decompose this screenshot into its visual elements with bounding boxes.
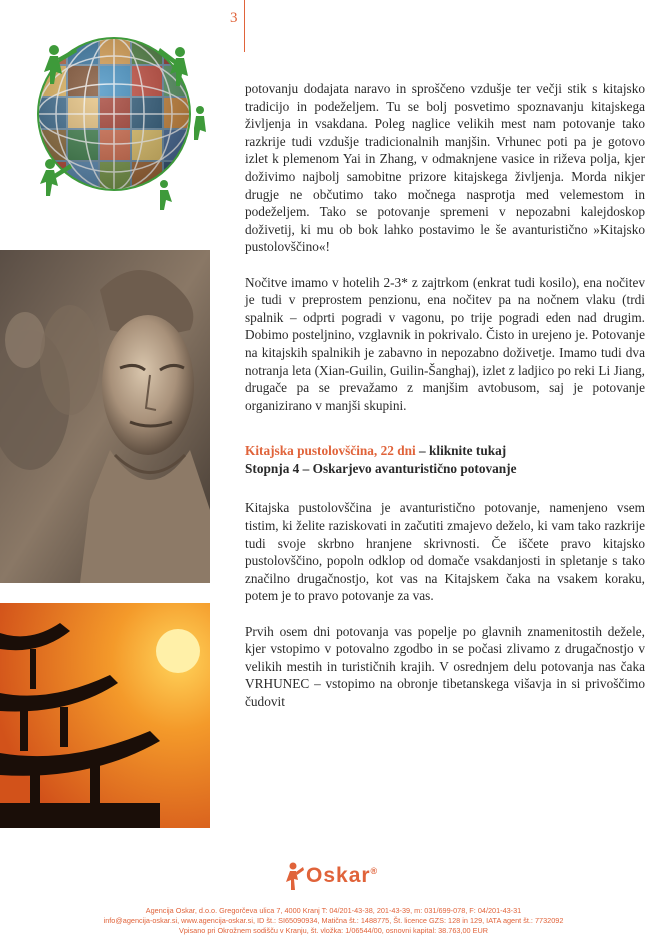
header-divider — [244, 0, 245, 52]
footer-line-1: Agencija Oskar, d.o.o. Gregorčeva ulica 7, 4000 Kranj T: 04/201-43-38, 201-43-39, m: 031/699-078, F: 04/201-43-31 — [145, 906, 522, 915]
trip-headline — [245, 442, 645, 460]
footer-line-3: Vpisano pri Okrožnem sodišču v Kranju, št. vložka: 1/06544/00, osnovni kapital: 38.763,00 EUR — [178, 926, 489, 935]
paragraph-3: Kitajska pustolovščina je avanturistično potovanje, namenjeno vsem tistim, ki želite raziskovati in začutiti zmajevo deželo, ki vam tako razkrije tudi svoje skrbno hranjene skrivnosti. Če iščete pravo kitajsko pustolovščino, popoln odklop od domače vsakdanjosti in spletanje s tako značilno drugačnostjo, kot vas na Kitajskem čaka na vsakem koraku, potem je to pravo potovanje za vas. — [245, 500, 645, 604]
page-number: 3 — [230, 10, 238, 26]
globe-illustration — [14, 14, 214, 214]
trip-subtitle: Stopnja 4 – Oskarjevo avanturistično potovanje — [245, 460, 517, 476]
paragraph-2: Nočitve imamo v hotelih 2-3* z zajtrkom (enkrat tudi kosilo), ena nočitev je tudi v preprostem penzionu, ena nočitev pa na nočnem vlaku (trdi spalnik – odprti pogradi v vagonu, po trije pogradi eden nad drugim. Dobimo posteljnino, vzglavnik in pokrivalo. Čisto in urejeno je. Potovanje na kitajskih spalnikih je zabavno in nepozabno doživetje. Imamo tudi dva notranja leta (Xian-Guilin, Guilin-Šanghaj), izlet z ladjico po reki Li Jiang, drugače pa se prevažamo z manjšim avtobusom, saj je potovanje organizirano v manjši skupini. — [245, 274, 645, 413]
logo-text: Oskar — [306, 864, 371, 887]
footer-line-2: info@agencija-oskar.si, www.agencija-oskar.si, ID št.: SI65090934, Matična št.: 1488775, Št. licence GZS: 128 in 129, IATA agent št.: 7732092 — [103, 916, 564, 925]
paragraph-1: potovanju dodajata naravo in sproščeno vzdušje ter večji stik s kitajsko tradicijo in podeželjem. Tu se bolj posvetimo spoznavanju kitajskega življenja in vsakdana. Poleg naglice velikih mest nam potovanje tako razkrije tudi vzdušje tradicionalnih manjšin. Vrhunec poti pa je gotovo izlet k plemenom Yai in Zhang, v odmaknjene vasice in riževa polja, kjer doživimo najbolj samobitne prizore kitajskega življenja. Morda nikjer drugje ne občutimo tako močnega nasprotja med velemestom in podeželjem. Tako se potovanje spremeni v nepozabni kalejdoskop doživetij, ki mu ob bok lahko postavimo le še avanturistično »Kitajsko pustolovščino«! — [245, 81, 645, 255]
registered-mark: ® — [370, 866, 379, 876]
paragraph-4: Prvih osem dni potovanja vas popelje po glavnih znamenitostih dežele, kjer vstopimo v potovalno zgodbo in se počasi zlivamo z drugačnostjo v velikih mestih in turističnih krajih. V osrednjem delu potovanja nas čaka VRHUNEC – vstopimo na obronje tibetanskega višavja in si privoščimo čudovit — [245, 623, 645, 709]
pagoda-sunset-photo — [0, 603, 210, 828]
trip-title: Kitajska pustolovščina, 22 dni — [245, 443, 416, 459]
terracotta-warriors-photo — [0, 250, 210, 583]
oskar-logo — [306, 864, 378, 888]
article-body — [245, 80, 645, 711]
trip-link[interactable]: – kliknite tukaj — [419, 443, 507, 459]
oskar-figure-icon — [282, 862, 304, 892]
